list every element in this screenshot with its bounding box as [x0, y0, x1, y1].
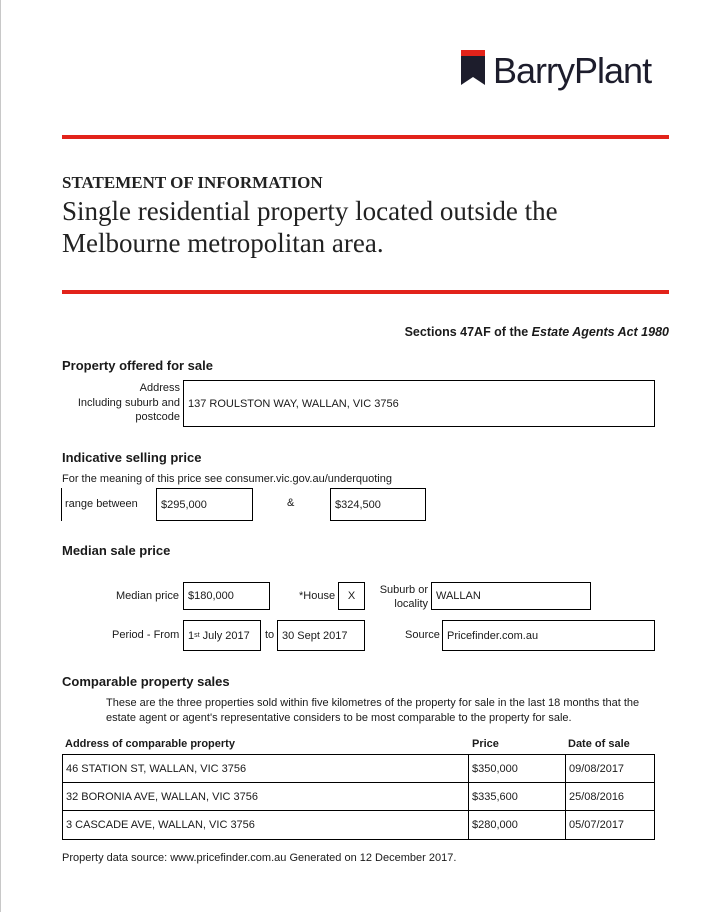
underquoting-note: For the meaning of this price see consumer.vic.gov.au/underquoting [62, 473, 392, 485]
property-heading: Property offered for sale [62, 358, 213, 373]
comparable-date: 25/08/2016 [569, 790, 625, 803]
price-high-field: $324,500 [330, 488, 426, 521]
suburb-field: WALLAN [431, 582, 591, 610]
table-row [63, 811, 654, 839]
source-label: Source [405, 629, 440, 641]
table-row [63, 783, 654, 811]
period-from-label: Period - From [112, 629, 180, 641]
comparable-heading: Comparable property sales [62, 674, 230, 689]
range-ampersand: & [287, 497, 295, 509]
column-address: Address of comparable property [65, 738, 235, 750]
indicative-heading: Indicative selling price [62, 450, 202, 465]
column-date: Date of sale [568, 738, 630, 750]
comparable-address: 32 BORONIA AVE, WALLAN, VIC 3756 [63, 783, 469, 810]
price-low-field: $295,000 [156, 488, 253, 521]
logo-wordmark: BarryPlant [493, 50, 652, 91]
period-to-field: 30 Sept 2017 [277, 620, 365, 651]
period-from-field: 1 st July 2017 [183, 620, 261, 651]
table-row [63, 755, 654, 783]
address-label: Address Including suburb and postcode [77, 382, 180, 423]
top-red-divider [62, 135, 669, 139]
comparable-price: $350,000 [469, 755, 566, 782]
median-heading: Median sale price [62, 543, 171, 558]
house-label: *House [299, 590, 336, 602]
document-subtitle: Single residential property located outside the Melbourne metropolitan area. [62, 196, 558, 258]
data-source-footer: Property data source: www.pricefinder.com.au Generated on 12 December 2017. [62, 852, 457, 864]
comparable-intro: These are the three properties sold within five kilometres of the property for sale in the last 18 months that the estate agent or agent's representative considers to be most comparable to the property for sale. [106, 697, 640, 724]
barry-plant-flag-icon [461, 50, 485, 85]
bottom-red-divider [62, 290, 669, 294]
house-checkbox: X [338, 582, 365, 610]
comparable-price: $280,000 [469, 811, 566, 839]
comparable-address: 46 STATION ST, WALLAN, VIC 3756 [63, 755, 469, 782]
comparable-address: 3 CASCADE AVE, WALLAN, VIC 3756 [63, 811, 469, 839]
statement-title: STATEMENT OF INFORMATION [62, 173, 323, 192]
page-edge [0, 0, 1, 912]
comparable-date: 05/07/2017 [569, 819, 625, 831]
column-price: Price [472, 738, 499, 750]
period-to-label: to [265, 629, 275, 641]
comparable-date: 09/08/2017 [569, 762, 625, 775]
median-price-label: Median price [116, 590, 179, 602]
address-field: 137 ROULSTON WAY, WALLAN, VIC 3756 [183, 380, 655, 427]
comparable-price: $335,600 [469, 783, 566, 810]
suburb-label: Suburb or locality [379, 584, 428, 610]
legislation-reference: Sections 47AF of the Estate Agents Act 1980 [404, 325, 669, 339]
range-between-label: range between [65, 498, 138, 510]
source-field: Pricefinder.com.au [442, 620, 655, 651]
median-price-field: $180,000 [183, 582, 270, 610]
comparable-table [62, 754, 655, 840]
